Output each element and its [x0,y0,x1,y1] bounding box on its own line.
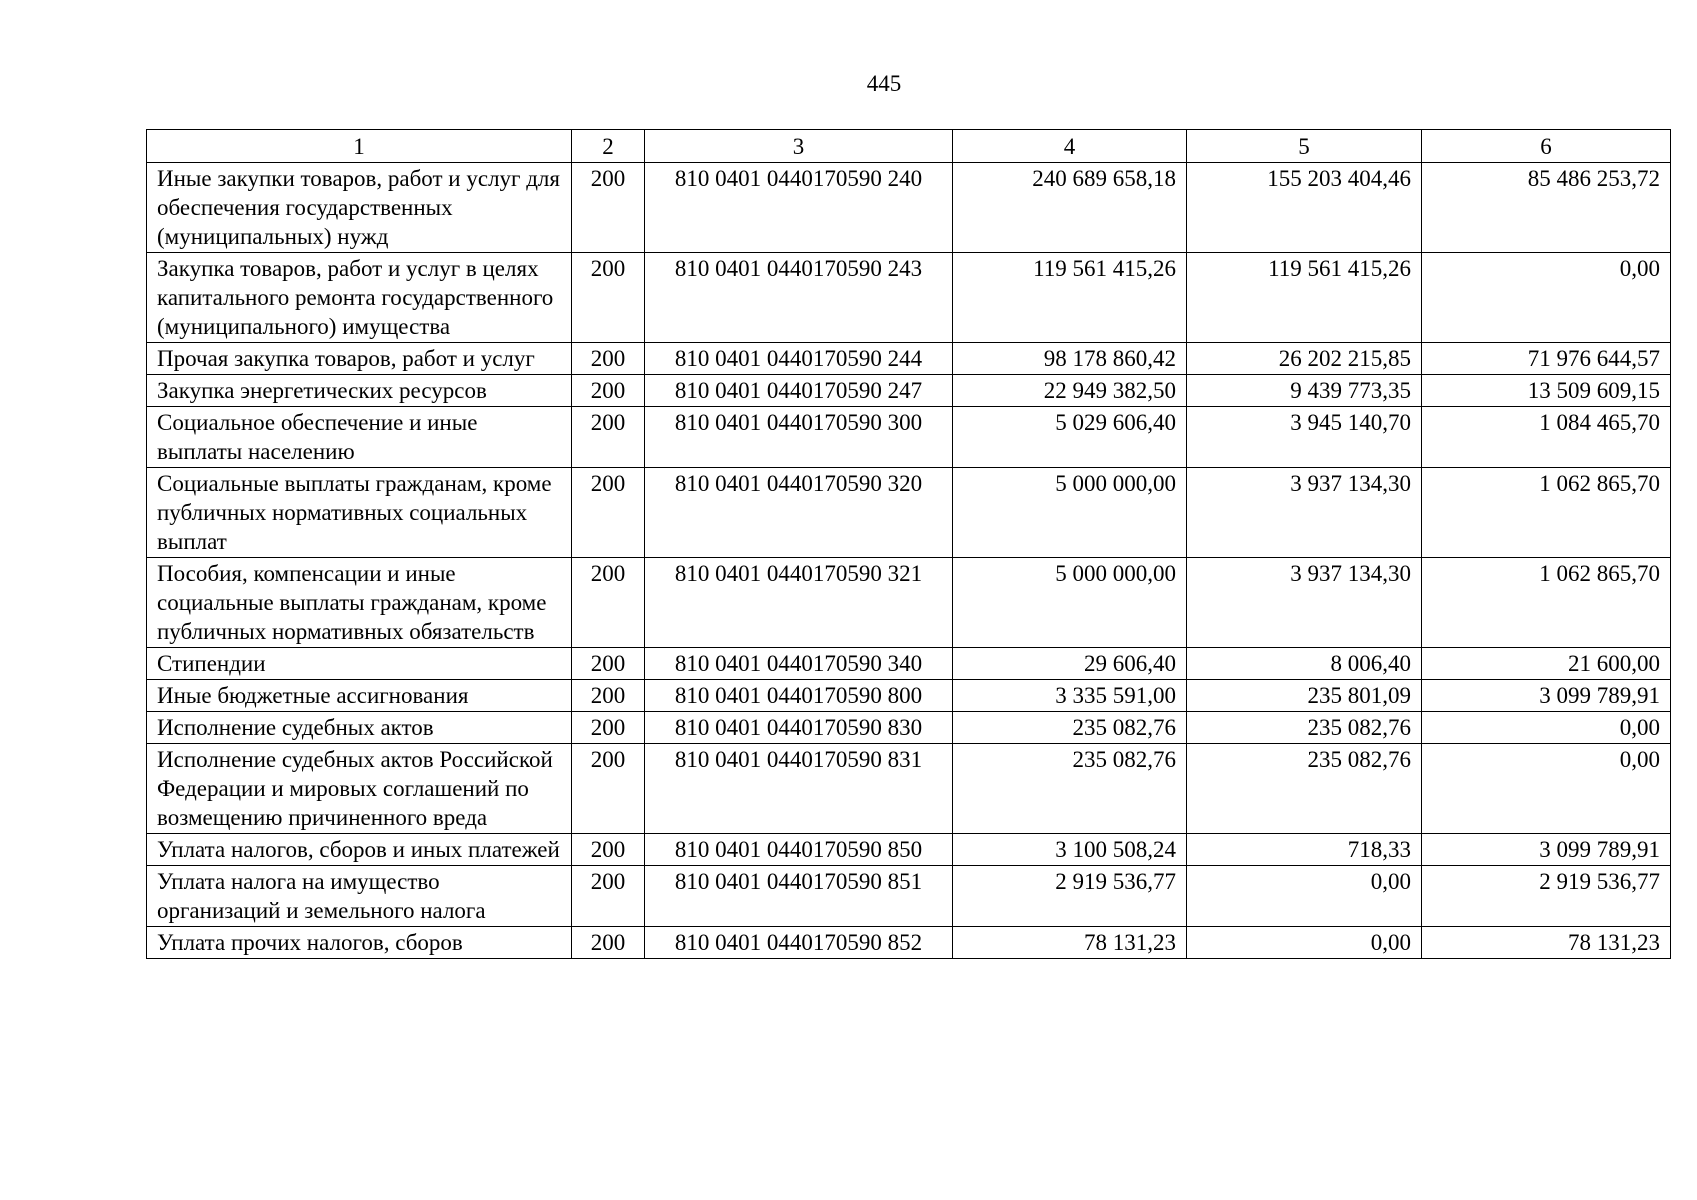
row-name-cell: Уплата налога на имущество организаций и земельного налога [147,866,572,927]
table-row [147,558,1671,648]
column-header-4: 4 [953,130,1187,163]
unexecuted-amount-cell: 3 099 789,91 [1422,834,1671,866]
classification-code-cell: 810 0401 0440170590 851 [645,866,953,927]
classification-code-cell: 810 0401 0440170590 830 [645,712,953,744]
executed-amount-cell: 235 082,76 [1187,744,1422,834]
classification-code-cell: 810 0401 0440170590 247 [645,375,953,407]
row-name-cell: Исполнение судебных актов [147,712,572,744]
executed-amount-cell: 155 203 404,46 [1187,163,1422,253]
row-name-cell: Закупка товаров, работ и услуг в целях капитального ремонта государственного (муниципального) имущества [147,253,572,343]
unexecuted-amount-cell: 1 062 865,70 [1422,558,1671,648]
line-code-cell: 200 [572,407,645,468]
line-code-cell: 200 [572,866,645,927]
line-code-cell: 200 [572,468,645,558]
line-code-cell: 200 [572,927,645,959]
row-name-cell: Исполнение судебных актов Российской Федерации и мировых соглашений по возмещению причиненного вреда [147,744,572,834]
line-code-cell: 200 [572,834,645,866]
approved-amount-cell: 98 178 860,42 [953,343,1187,375]
classification-code-cell: 810 0401 0440170590 852 [645,927,953,959]
unexecuted-amount-cell: 0,00 [1422,712,1671,744]
table-row [147,343,1671,375]
approved-amount-cell: 29 606,40 [953,648,1187,680]
classification-code-cell: 810 0401 0440170590 320 [645,468,953,558]
row-name-cell: Социальные выплаты гражданам, кроме публичных нормативных социальных выплат [147,468,572,558]
budget-execution-table [146,129,1671,959]
table-row [147,468,1671,558]
column-header-1: 1 [147,130,572,163]
approved-amount-cell: 22 949 382,50 [953,375,1187,407]
executed-amount-cell: 718,33 [1187,834,1422,866]
classification-code-cell: 810 0401 0440170590 300 [645,407,953,468]
row-name-cell: Прочая закупка товаров, работ и услуг [147,343,572,375]
executed-amount-cell: 8 006,40 [1187,648,1422,680]
table-row [147,712,1671,744]
classification-code-cell: 810 0401 0440170590 800 [645,680,953,712]
table-row [147,375,1671,407]
row-name-cell: Уплата прочих налогов, сборов [147,927,572,959]
row-name-cell: Пособия, компенсации и иные социальные выплаты гражданам, кроме публичных нормативных обязательств [147,558,572,648]
column-header-6: 6 [1422,130,1671,163]
table-row [147,253,1671,343]
unexecuted-amount-cell: 3 099 789,91 [1422,680,1671,712]
line-code-cell: 200 [572,343,645,375]
executed-amount-cell: 0,00 [1187,927,1422,959]
unexecuted-amount-cell: 13 509 609,15 [1422,375,1671,407]
line-code-cell: 200 [572,163,645,253]
approved-amount-cell: 119 561 415,26 [953,253,1187,343]
table-row [147,163,1671,253]
approved-amount-cell: 5 000 000,00 [953,558,1187,648]
line-code-cell: 200 [572,680,645,712]
classification-code-cell: 810 0401 0440170590 850 [645,834,953,866]
table-row [147,834,1671,866]
row-name-cell: Иные закупки товаров, работ и услуг для обеспечения государственных (муниципальных) нужд [147,163,572,253]
table-header-row [147,130,1671,163]
line-code-cell: 200 [572,375,645,407]
executed-amount-cell: 26 202 215,85 [1187,343,1422,375]
row-name-cell: Социальное обеспечение и иные выплаты населению [147,407,572,468]
column-header-2: 2 [572,130,645,163]
approved-amount-cell: 5 029 606,40 [953,407,1187,468]
unexecuted-amount-cell: 85 486 253,72 [1422,163,1671,253]
classification-code-cell: 810 0401 0440170590 321 [645,558,953,648]
line-code-cell: 200 [572,253,645,343]
table-row [147,680,1671,712]
table-row [147,927,1671,959]
approved-amount-cell: 78 131,23 [953,927,1187,959]
table-row [147,866,1671,927]
unexecuted-amount-cell: 1 084 465,70 [1422,407,1671,468]
classification-code-cell: 810 0401 0440170590 831 [645,744,953,834]
executed-amount-cell: 9 439 773,35 [1187,375,1422,407]
approved-amount-cell: 240 689 658,18 [953,163,1187,253]
approved-amount-cell: 235 082,76 [953,712,1187,744]
executed-amount-cell: 235 801,09 [1187,680,1422,712]
classification-code-cell: 810 0401 0440170590 240 [645,163,953,253]
unexecuted-amount-cell: 21 600,00 [1422,648,1671,680]
row-name-cell: Иные бюджетные ассигнования [147,680,572,712]
approved-amount-cell: 5 000 000,00 [953,468,1187,558]
table-body [147,163,1671,959]
unexecuted-amount-cell: 0,00 [1422,253,1671,343]
approved-amount-cell: 235 082,76 [953,744,1187,834]
executed-amount-cell: 235 082,76 [1187,712,1422,744]
table-row [147,744,1671,834]
unexecuted-amount-cell: 1 062 865,70 [1422,468,1671,558]
page-number: 445 [866,71,902,96]
line-code-cell: 200 [572,648,645,680]
row-name-cell: Закупка энергетических ресурсов [147,375,572,407]
row-name-cell: Стипендии [147,648,572,680]
executed-amount-cell: 0,00 [1187,866,1422,927]
line-code-cell: 200 [572,712,645,744]
executed-amount-cell: 3 937 134,30 [1187,468,1422,558]
executed-amount-cell: 3 945 140,70 [1187,407,1422,468]
approved-amount-cell: 3 100 508,24 [953,834,1187,866]
unexecuted-amount-cell: 71 976 644,57 [1422,343,1671,375]
line-code-cell: 200 [572,558,645,648]
column-header-5: 5 [1187,130,1422,163]
classification-code-cell: 810 0401 0440170590 244 [645,343,953,375]
column-header-3: 3 [645,130,953,163]
unexecuted-amount-cell: 78 131,23 [1422,927,1671,959]
row-name-cell: Уплата налогов, сборов и иных платежей [147,834,572,866]
approved-amount-cell: 2 919 536,77 [953,866,1187,927]
classification-code-cell: 810 0401 0440170590 243 [645,253,953,343]
classification-code-cell: 810 0401 0440170590 340 [645,648,953,680]
unexecuted-amount-cell: 0,00 [1422,744,1671,834]
unexecuted-amount-cell: 2 919 536,77 [1422,866,1671,927]
line-code-cell: 200 [572,744,645,834]
table-row [147,648,1671,680]
executed-amount-cell: 119 561 415,26 [1187,253,1422,343]
approved-amount-cell: 3 335 591,00 [953,680,1187,712]
executed-amount-cell: 3 937 134,30 [1187,558,1422,648]
table-row [147,407,1671,468]
